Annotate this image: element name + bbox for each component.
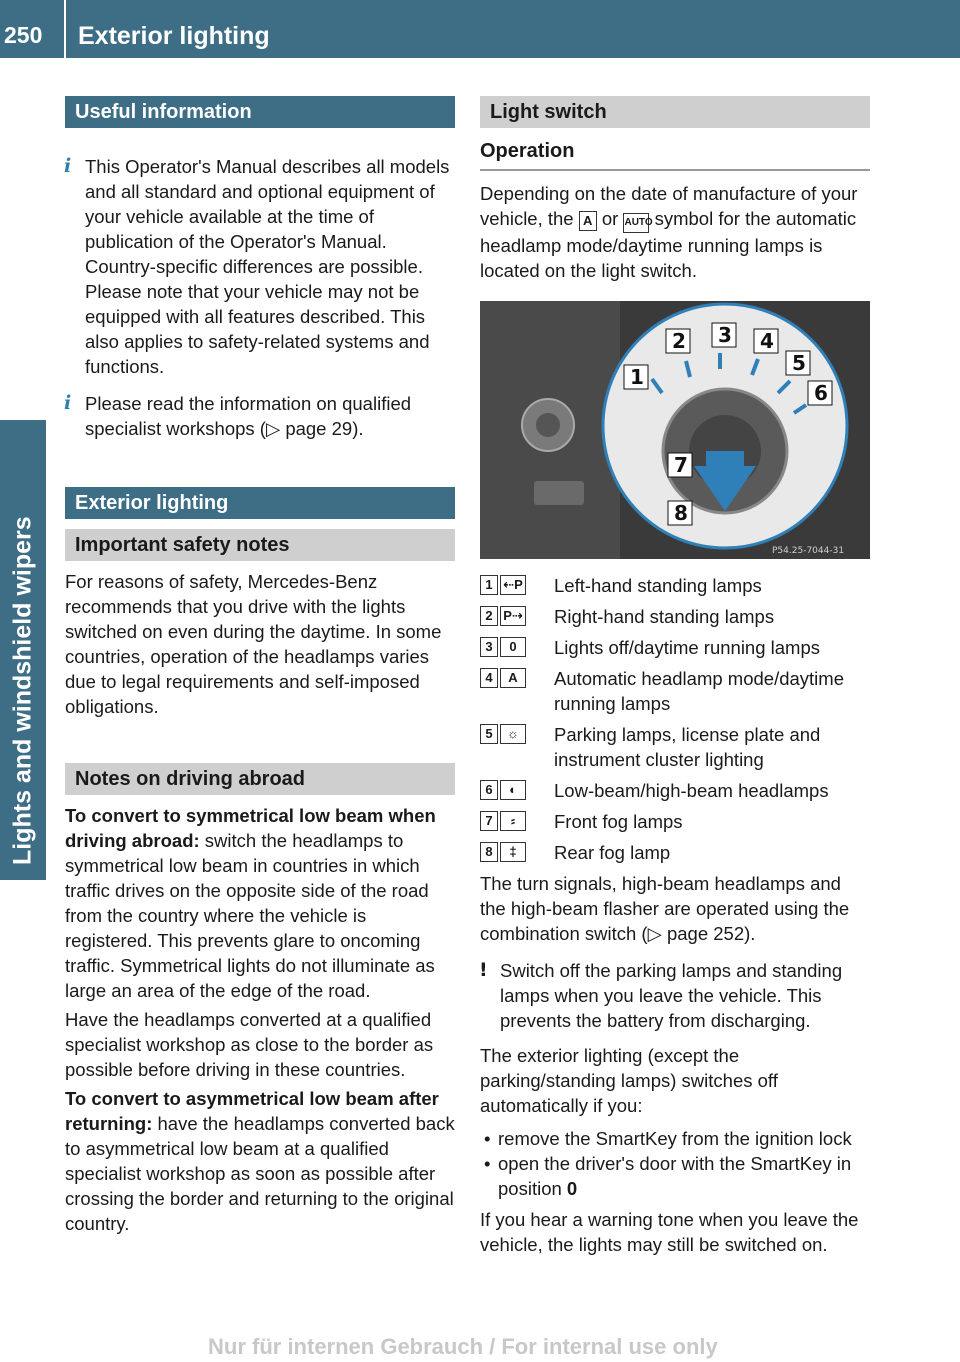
- turn-signal-text: The turn signals, high-beam headlamps and the high-beam flasher are operated using the combination switch (▷ page 252).: [480, 873, 850, 944]
- page-header: [0, 0, 960, 58]
- operation-text-a: Depending on the date of manufacture of your vehicle, the: [480, 183, 858, 229]
- front-fog-icon: ⸗: [500, 811, 526, 831]
- legend-number: 2: [480, 606, 498, 626]
- svg-text:4: 4: [760, 329, 774, 353]
- position-zero: 0: [566, 1178, 578, 1199]
- light-switch-heading: Light switch: [480, 96, 870, 128]
- asymmetrical-paragraph: [65, 1086, 455, 1236]
- symmetrical-paragraph: [65, 803, 455, 1003]
- bullet-item-2: [480, 1151, 870, 1201]
- useful-info-heading: Useful information: [65, 96, 455, 128]
- legend-text: Lights off/daytime running lamps: [554, 637, 821, 658]
- info-note-2: [65, 391, 455, 441]
- safety-text: For reasons of safety, Mercedes-Benz recommends that you drive with the lights switched on even during the daytime. In some countries, operation of the headlamps varies due to legal requirements and self-imposed obligations.: [65, 571, 442, 717]
- legend-item-2: [480, 604, 870, 629]
- svg-text:6: 6: [814, 381, 828, 405]
- warning-icon: !: [479, 959, 488, 981]
- info-text-1: This Operator's Manual describes all models and all standard and optional equipment of your vehicle available at the time of publication of the Operator's Manual. Country-specific differences are possible. Please note that your vehicle may not be equipped with all features described. This also applies to safety-related systems and functions.: [85, 156, 450, 377]
- legend-list: [480, 573, 870, 865]
- safety-notes-heading: Important safety notes: [65, 529, 455, 561]
- warning-note: [480, 958, 870, 1033]
- legend-text: Automatic headlamp mode/daytime running lamps: [554, 668, 844, 714]
- legend-number: 7: [480, 811, 498, 831]
- convert-text: Have the headlamps converted at a qualified specialist workshop as close to the border as possible before driving in these countries.: [65, 1009, 434, 1080]
- auto-symbol: AUTO: [623, 213, 649, 233]
- operation-text: [480, 181, 870, 283]
- warning-tone-text: If you hear a warning tone when you leave the vehicle, the lights may still be switched on.: [480, 1209, 859, 1255]
- svg-text:8: 8: [674, 501, 688, 525]
- auto-off-text: The exterior lighting (except the parking/standing lamps) switches off automatically if you:: [480, 1045, 778, 1116]
- symmetrical-lead: To convert to symmetrical low beam when driving abroad:: [65, 805, 436, 851]
- operation-heading: Operation: [480, 140, 870, 171]
- light-switch-figure: [480, 301, 870, 559]
- legend-item-1: [480, 573, 870, 598]
- legend-item-4: [480, 666, 870, 716]
- left-column: [65, 96, 455, 1236]
- right-column: [480, 96, 870, 1257]
- legend-text: Left-hand standing lamps: [554, 575, 762, 596]
- page-number: 250: [4, 22, 43, 48]
- low-beam-icon: ◐: [500, 780, 526, 800]
- operation-text-b: or: [596, 208, 624, 229]
- operation-text-c: symbol for the automatic headlamp mode/daytime running lamps is located on the light switch.: [480, 208, 857, 281]
- legend-item-3: [480, 635, 870, 660]
- driving-abroad-heading: Notes on driving abroad: [65, 763, 455, 795]
- info-note-1: [65, 154, 455, 379]
- parking-lamps-icon: ☼: [500, 724, 526, 744]
- legend-number: 6: [480, 780, 498, 800]
- svg-text:7: 7: [674, 453, 688, 477]
- figure-code: P54.25-7044-31: [772, 546, 845, 556]
- info-icon: i: [64, 155, 72, 177]
- legend-number: 5: [480, 724, 498, 744]
- standing-right-icon: P⇢: [500, 606, 526, 626]
- legend-item-6: [480, 778, 870, 803]
- exterior-lighting-heading: Exterior lighting: [65, 487, 455, 519]
- light-switch-illustration: [480, 301, 870, 559]
- auto-a-symbol: A: [579, 211, 597, 231]
- lights-off-icon: 0: [500, 637, 526, 657]
- symmetrical-text: switch the headlamps to symmetrical low beam in countries in which traffic drives on the opposite side of the road from the country where the vehicle is registered. This prevents glare to oncoming traffic. Symmetrical lights do not illuminate as large an area of the edge of the road.: [65, 830, 435, 1001]
- svg-text:2: 2: [672, 329, 686, 353]
- warning-text: Switch off the parking lamps and standing lamps when you leave the vehicle. This prevents the battery from discharging.: [500, 960, 843, 1031]
- legend-text: Low-beam/high-beam headlamps: [554, 780, 829, 801]
- info-text-2: Please read the information on qualified specialist workshops (▷ page 29).: [85, 393, 412, 439]
- legend-text: Right-hand standing lamps: [554, 606, 775, 627]
- legend-item-7: [480, 809, 870, 834]
- svg-text:1: 1: [630, 365, 644, 389]
- standing-left-icon: ⇠P: [500, 575, 526, 595]
- svg-text:3: 3: [718, 323, 732, 347]
- bullet-item-1: • remove the SmartKey from the ignition lock: [480, 1126, 870, 1151]
- legend-text: Parking lamps, license plate and instrument cluster lighting: [554, 724, 821, 770]
- legend-item-8: [480, 840, 870, 865]
- rear-fog-icon: ‡: [500, 842, 526, 862]
- section-tab-label: Lights and windshield wipers: [8, 516, 37, 865]
- legend-item-5: [480, 722, 870, 772]
- footer-watermark: Nur für internen Gebrauch / For internal use only: [208, 1334, 718, 1359]
- legend-number: 4: [480, 668, 498, 688]
- header-separator: [64, 0, 66, 58]
- legend-number: 3: [480, 637, 498, 657]
- legend-text: Rear fog lamp: [554, 842, 671, 863]
- asymmetrical-lead: To convert to asymmetrical low beam after returning:: [65, 1088, 439, 1134]
- chapter-title: Exterior lighting: [78, 22, 270, 50]
- info-icon: i: [64, 392, 72, 414]
- bullet-item-2-text: open the driver's door with the SmartKey in position: [498, 1153, 852, 1199]
- svg-text:5: 5: [792, 351, 806, 375]
- legend-number: 1: [480, 575, 498, 595]
- asymmetrical-text: have the headlamps converted back to asymmetrical low beam at a qualified specialist workshop as soon as possible after crossing the border and returning to the original country.: [65, 1113, 455, 1234]
- auto-headlamp-icon: A: [500, 668, 526, 688]
- legend-number: 8: [480, 842, 498, 862]
- legend-text: Front fog lamps: [554, 811, 683, 832]
